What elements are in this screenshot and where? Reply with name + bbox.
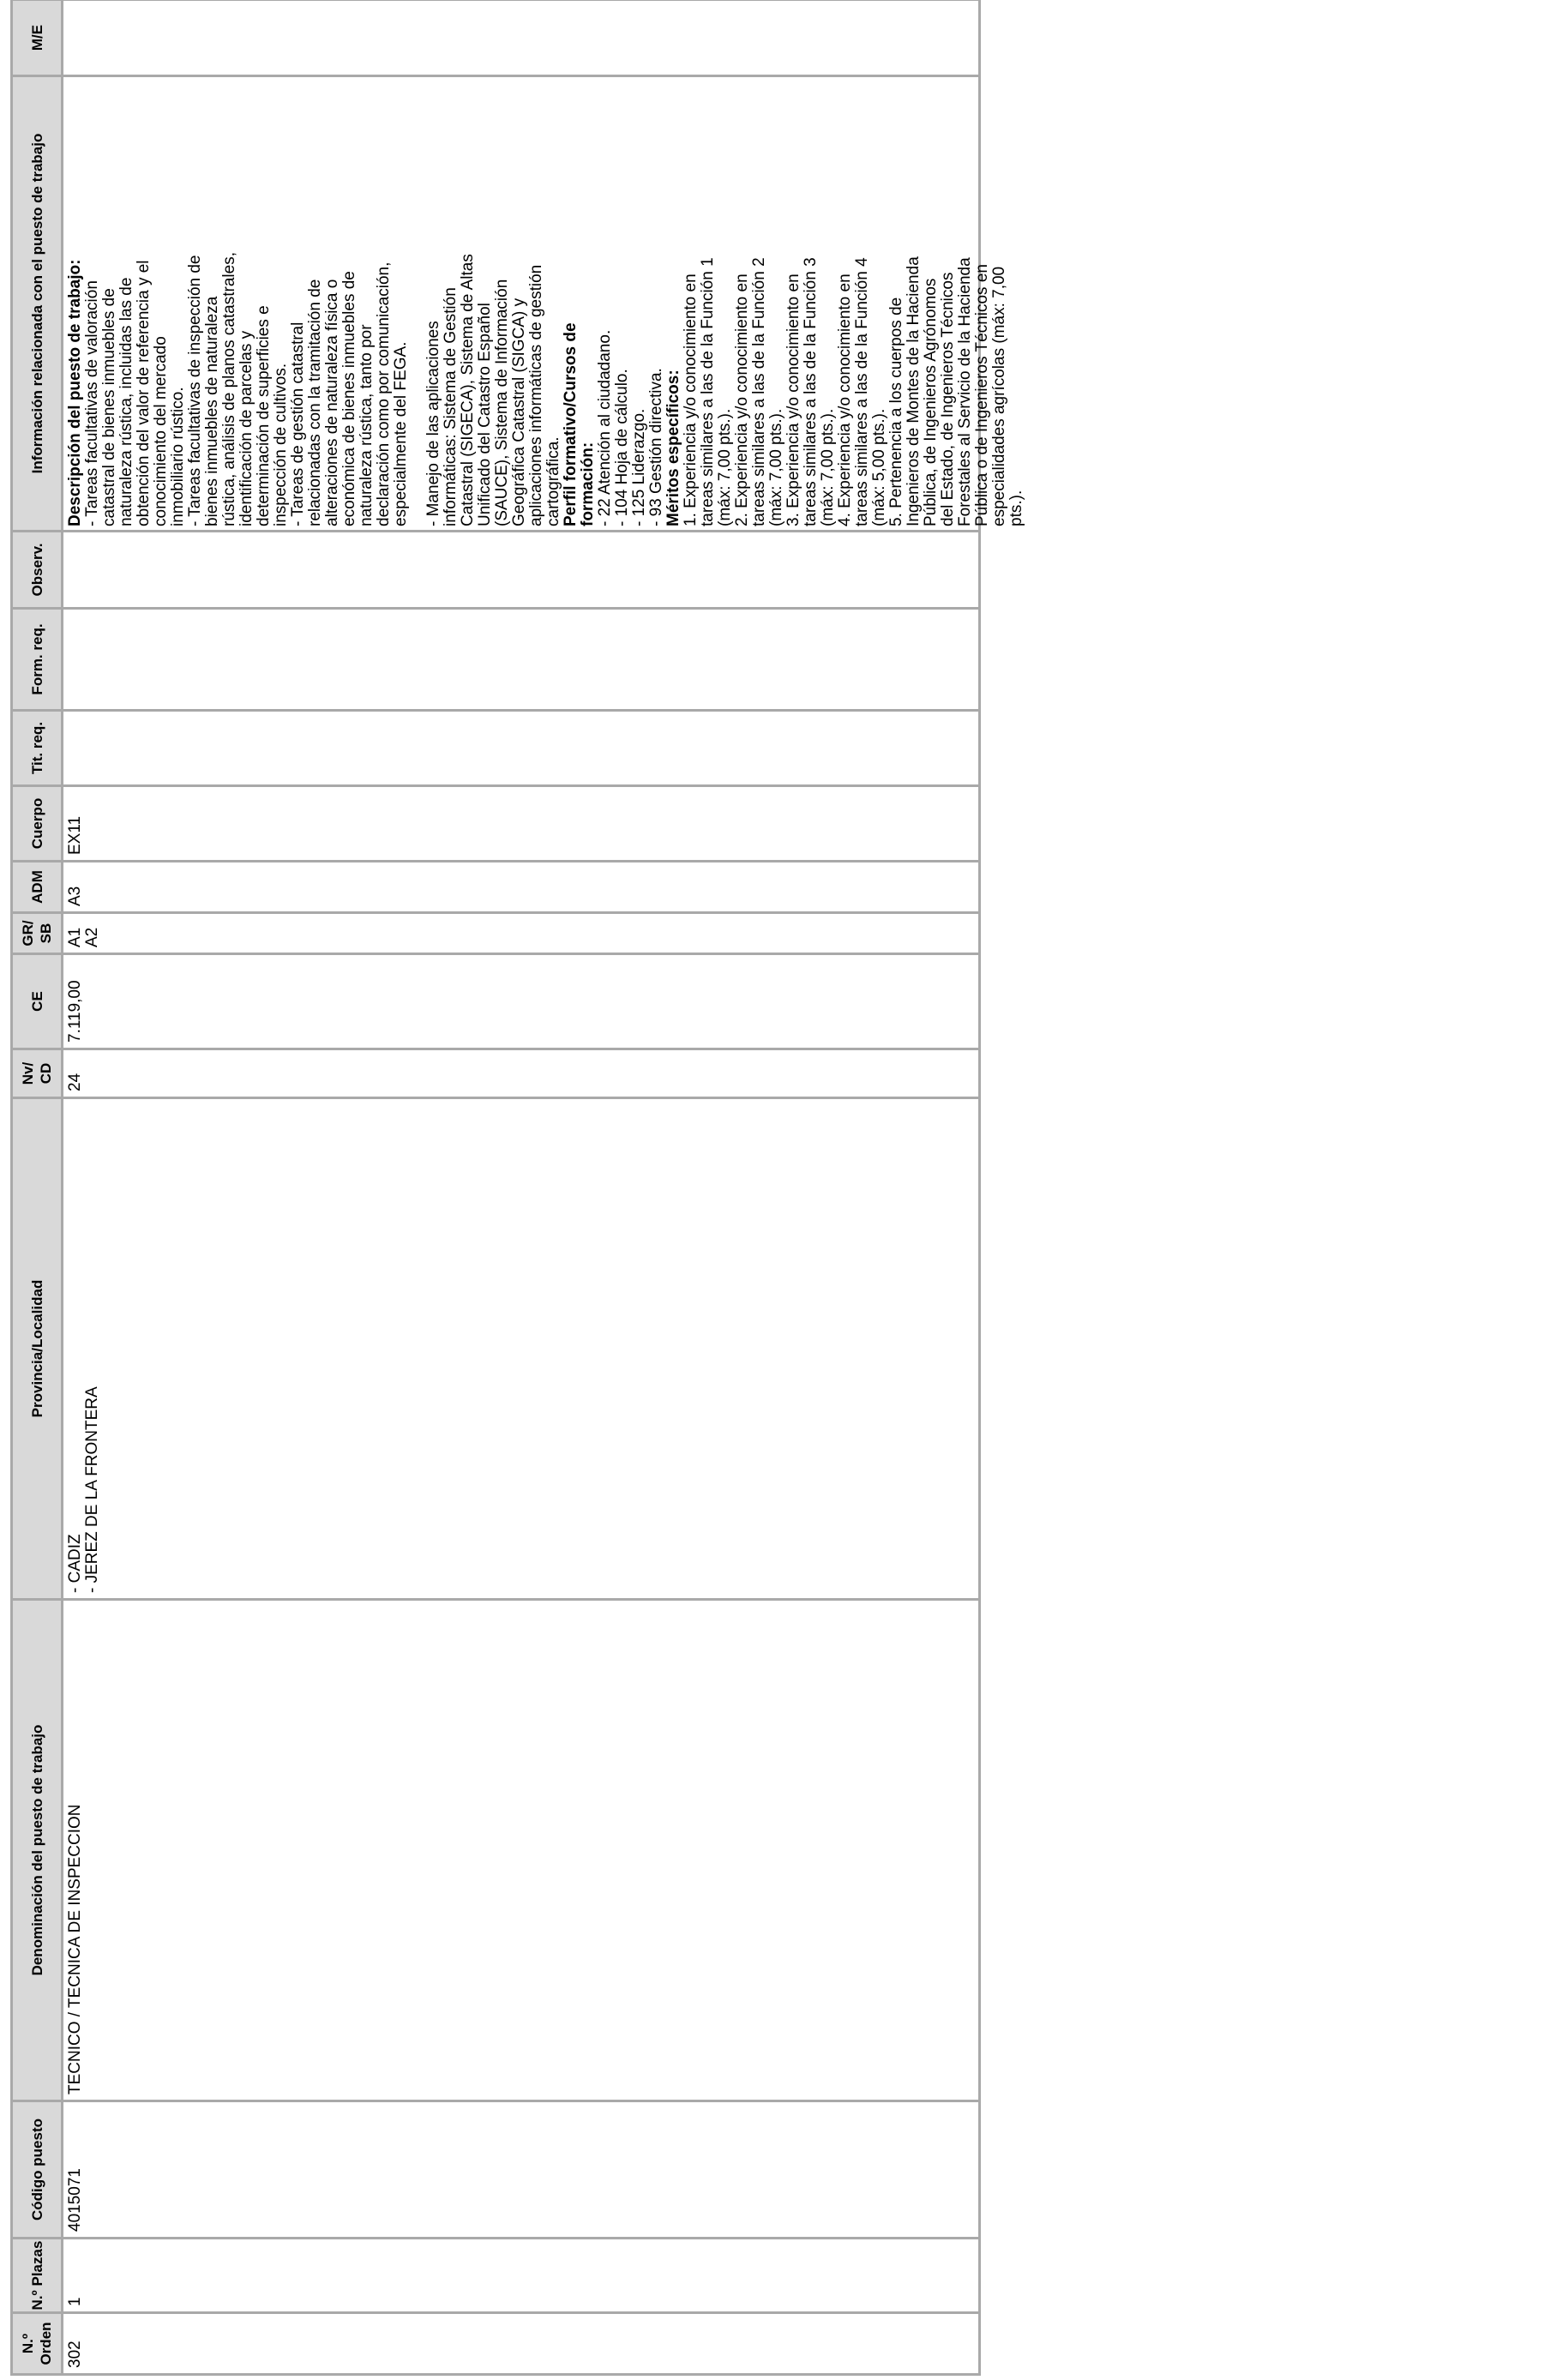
training-heading: Perfil formativo/Cursos de formación: <box>562 322 597 526</box>
codigo-value: 4015071 <box>66 2168 84 2232</box>
header-adm: ADM <box>12 862 63 913</box>
merit-item: 4. Experiencia y/o conocimiento en tareas similares a las de la Función 4 (máx: 5,00 pts.). <box>836 257 888 526</box>
merit-item: 1. Experiencia y/o conocimiento en tareas similares a las de la Función 1 (máx: 7,00 pts.). <box>682 257 734 526</box>
job-info-block <box>66 252 1025 526</box>
training-course: - 93 Gestión directiva. <box>647 368 665 526</box>
header-denominacion: Denominación del puesto de trabajo <box>12 1600 63 2101</box>
merit-item: 2. Experiencia y/o conocimiento en tareas similares a las de la Función 2 (máx: 7,00 pts.). <box>733 257 785 526</box>
cell-cuerpo <box>63 786 980 862</box>
ce-value: 7.119,00 <box>66 980 84 1043</box>
cell-me <box>63 0 980 76</box>
table-header <box>12 0 63 2375</box>
cuerpo-value: EX11 <box>66 815 84 855</box>
cell-formreq <box>63 609 980 711</box>
description-item: - Tareas facultativas de inspección de bienes inmuebles de naturaleza rústica, análisis de planos catastrales, identificación de parcelas y determinación de superficies e inspección de cultivos. <box>186 252 290 526</box>
header-nvcd: Nv/ CD <box>12 1049 63 1098</box>
provincia-value: - CADIZ <box>66 1534 84 1593</box>
description-heading: Descripción del puesto de trabajo: <box>66 259 84 526</box>
training-course: - 22 Atención al ciudadano. <box>596 329 614 526</box>
header-row <box>12 0 63 2375</box>
header-grsb: GR/ SB <box>12 913 63 954</box>
cell-info <box>63 76 1025 532</box>
grsb-value-a2: A2 <box>83 927 101 947</box>
grsb-value-a1: A1 <box>66 927 84 947</box>
cell-ce <box>63 954 980 1049</box>
header-formreq: Form. req. <box>12 609 63 711</box>
denominacion-value: TECNICO / TECNICA DE INSPECCION <box>66 1804 84 2095</box>
header-info: Información relacionada con el puesto de trabajo <box>12 76 63 532</box>
cell-adm <box>63 862 980 913</box>
table-body <box>63 0 1025 2375</box>
header-orden: N.º Orden <box>12 2313 63 2375</box>
localidad-value: - JEREZ DE LA FRONTERA <box>83 1386 101 1593</box>
cell-plazas <box>63 2239 980 2313</box>
adm-value: A3 <box>66 886 84 906</box>
cell-nvcd <box>63 1049 980 1098</box>
header-codigo: Código puesto <box>12 2101 63 2239</box>
plazas-value: 1 <box>66 2297 84 2306</box>
header-provincia: Provincia/Localidad <box>12 1098 63 1600</box>
cell-observ <box>63 532 980 609</box>
cell-grsb <box>63 913 980 954</box>
header-plazas: N.º Plazas <box>12 2239 63 2313</box>
merit-item: 3. Experiencia y/o conocimiento en tareas similares a las de la Función 3 (máx: 7,00 pts.). <box>785 257 837 526</box>
description-item: - Tareas facultativas de valoración catastral de bienes inmuebles de naturaleza rústica, incluidas las de obtención del valor de referencia y el conocimiento del mercado inmobiliario rústico. <box>83 260 187 526</box>
cell-denominacion <box>63 1600 980 2101</box>
spacer <box>410 252 425 526</box>
training-course: - 104 Hoja de cálculo. <box>613 369 631 526</box>
cell-orden <box>63 2313 980 2375</box>
merits-heading: Méritos específicos: <box>664 370 682 526</box>
table-row <box>63 0 980 2375</box>
description-item: - Tareas de gestión catastral relacionadas con la tramitación de alteraciones de naturaleza física o económica de bienes inmuebles de naturaleza rústica, tanto por declaración como por comunicación, especialmente del FEGA. <box>289 261 410 526</box>
cell-codigo <box>63 2101 980 2239</box>
header-cuerpo: Cuerpo <box>12 786 63 862</box>
header-titreq: Tit. req. <box>12 711 63 786</box>
training-course: - 125 Liderazgo. <box>630 408 648 526</box>
nvcd-value: 24 <box>66 1073 84 1091</box>
header-me: M/E <box>12 0 63 76</box>
cell-provincia <box>63 1098 980 1600</box>
description-item: - Manejo de las aplicaciones informáticas: Sistema de Gestión Catastral (SIGECA), Sistema de Altas Unificado del Catastro Español (SAUCE), Sistema de Información Geográfica Catastral (SIGCA) y aplicaciones informáticas de gestión cartográfica. <box>424 254 562 526</box>
header-observ: Observ. <box>12 532 63 609</box>
orden-value: 302 <box>66 2341 84 2368</box>
header-ce: CE <box>12 954 63 1049</box>
job-posting-table <box>10 0 1025 2376</box>
cell-titreq <box>63 711 980 786</box>
merit-item: 5. Pertenencia a los cuerpos de Ingenieros de Montes de la Hacienda Pública, de Ingenieros Agrónomos del Estado, de Ingenieros Técnicos Forestales al Servicio de la Hacienda Pública o de Ingenieros Técnicos en especialidades agrícolas (máx: 7,00 pts.). <box>887 256 1025 526</box>
